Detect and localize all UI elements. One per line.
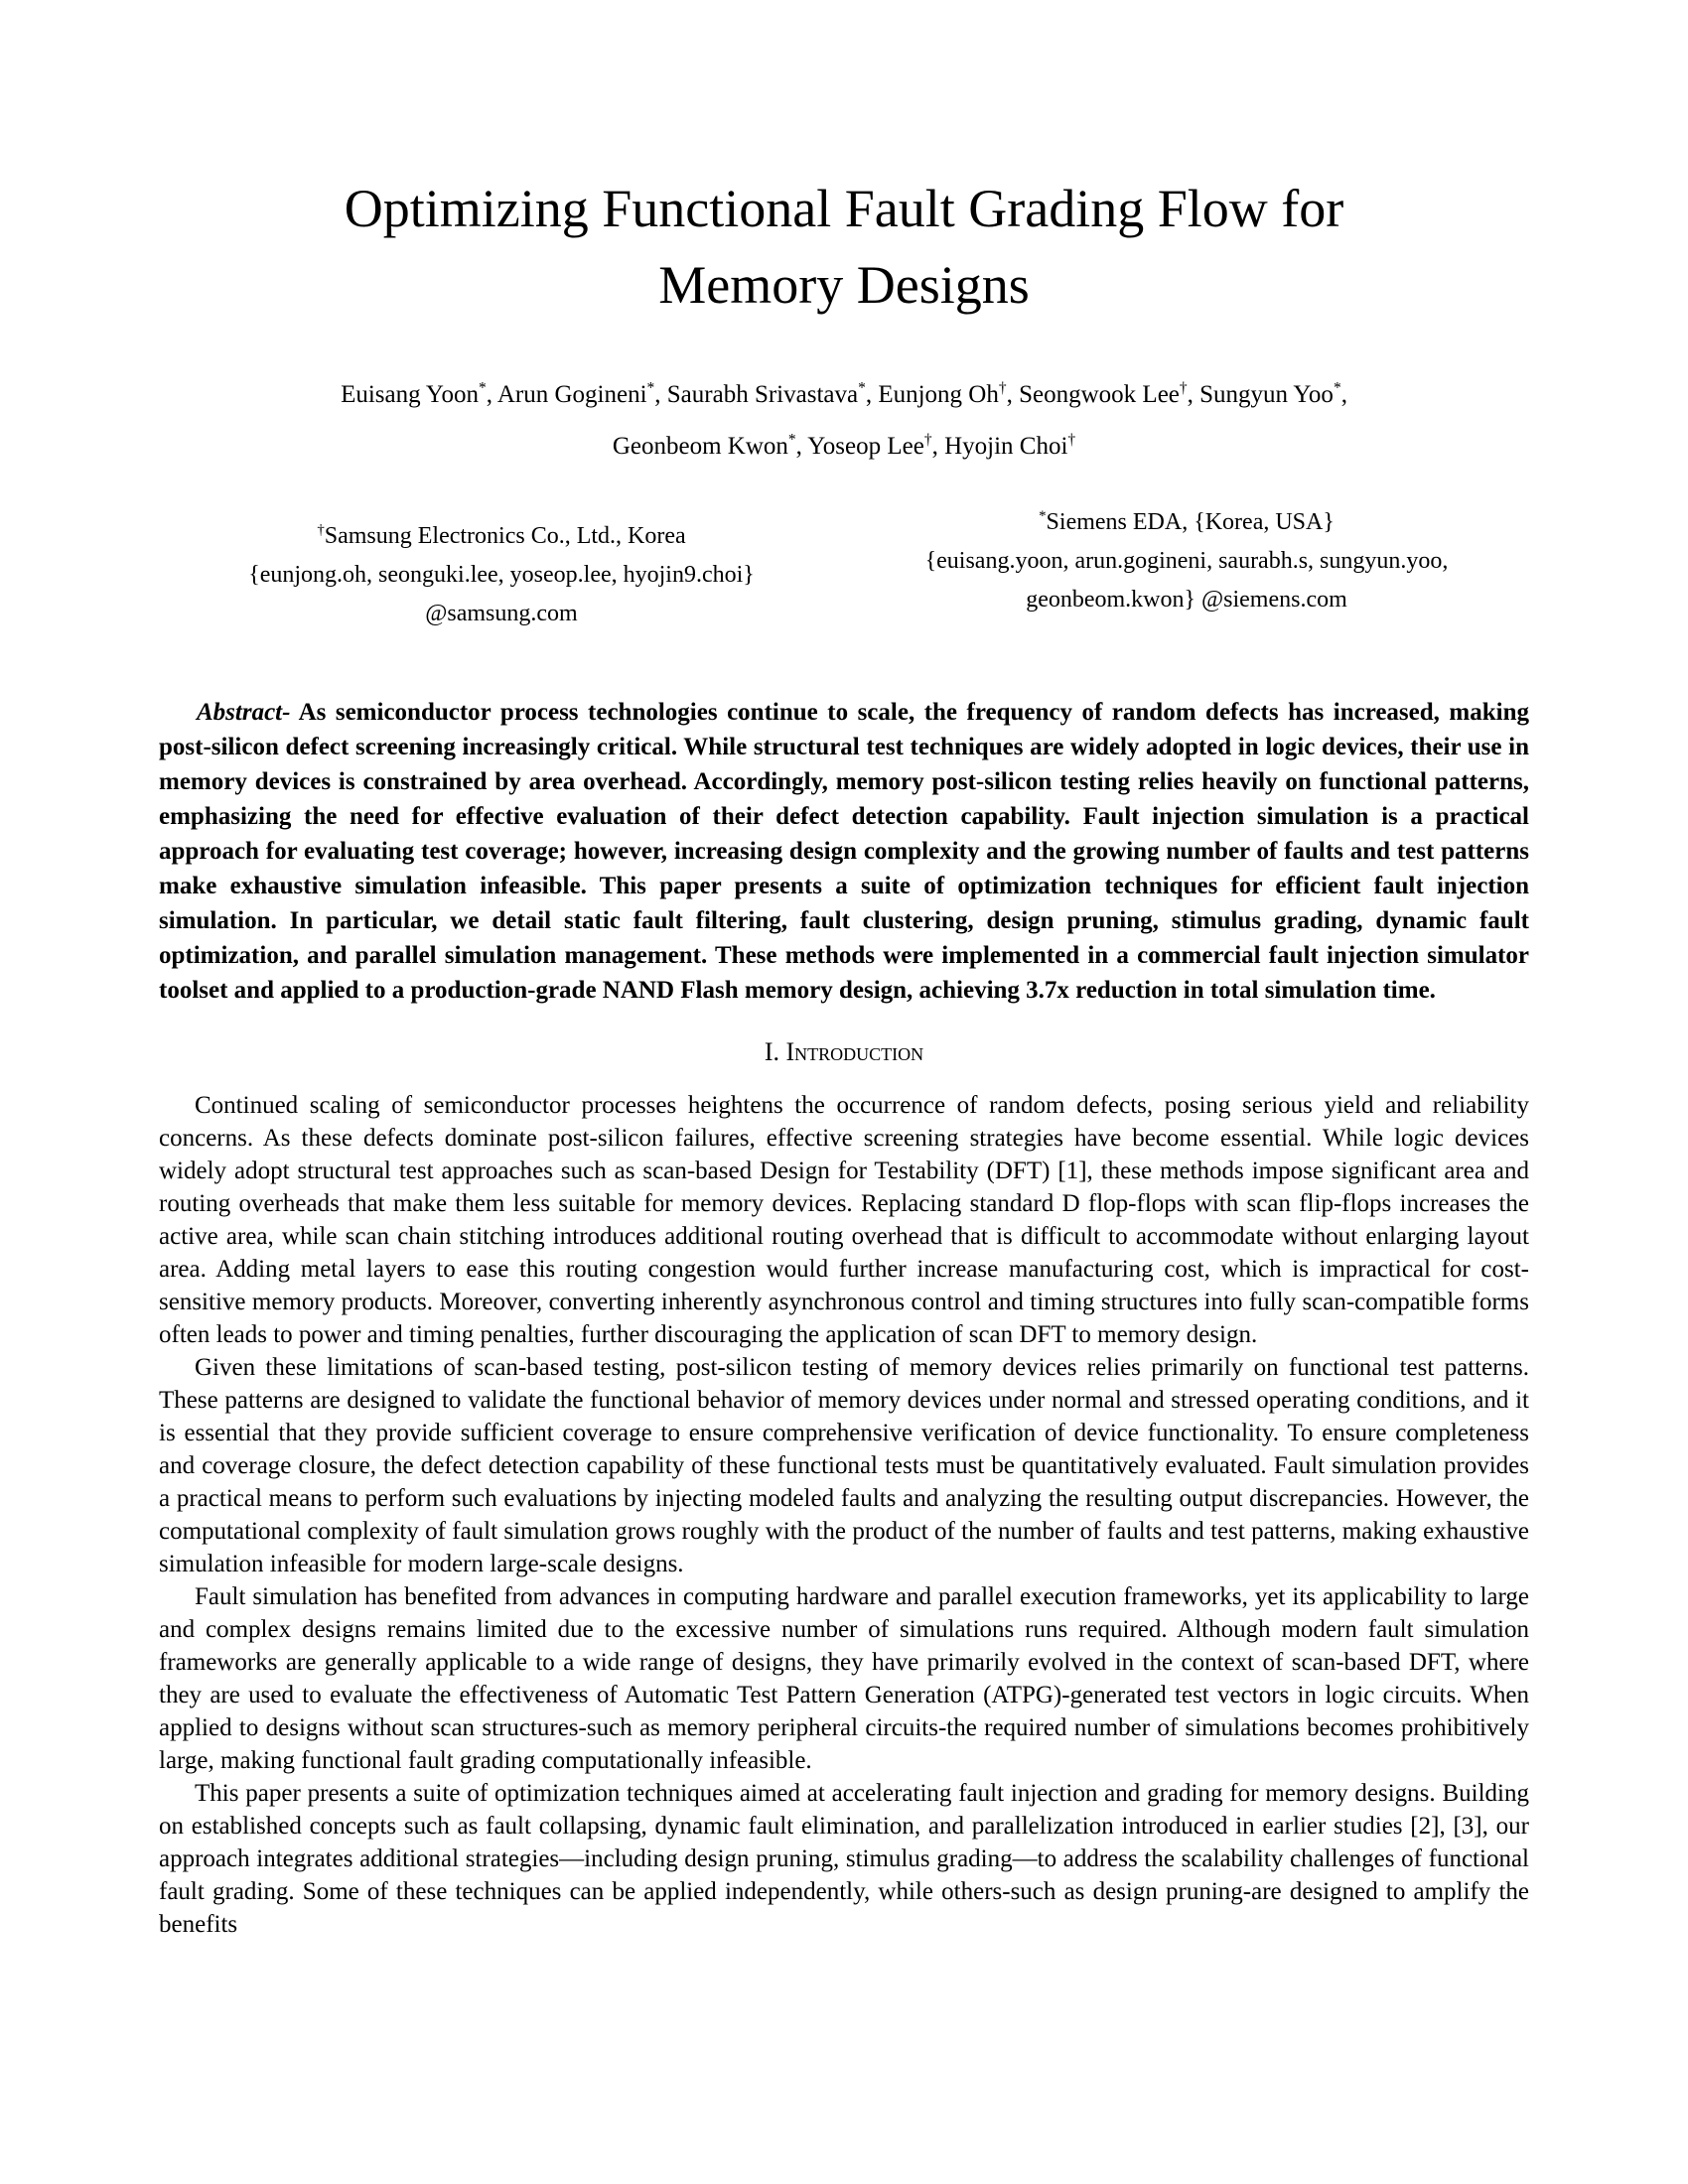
affiliation-mark: * — [1039, 508, 1047, 525]
author-separator: , — [931, 433, 945, 461]
author-affiliation-mark: * — [858, 380, 866, 398]
title-line-1: Optimizing Functional Fault Grading Flow for — [344, 179, 1344, 238]
intro-paragraph-1: Continued scaling of semiconductor processes heightens the occurrence of random defects, posing serious yield and reliability concerns. As these defects dominate post-silicon failures, effective screening strategies have become essential. While logic devices widely adopt structural test approaches such as scan-based Design for Testability (DFT) [1], these methods impose significant area and routing overheads that make them less suitable for memory devices. Replacing standard D flop-flops with scan flip-flops increases the active area, while scan chain stitching introduces additional routing overhead that is difficult to accommodate without enlarging layout area. Adding metal layers to ease this routing congestion would further increase manufacturing cost, which is impractical for cost-sensitive memory products. Moreover, converting inherently asynchronous control and timing structures into fully scan-compatible forms often leads to power and timing penalties, further discouraging the application of scan DFT to memory design. — [159, 1092, 1529, 1349]
affiliation-email-line: @samsung.com — [425, 601, 578, 627]
author — [497, 381, 667, 408]
author-separator: , — [1006, 381, 1020, 409]
affiliation-name-text: Samsung Electronics Co., Ltd., Korea — [324, 523, 686, 550]
affiliation-name-text: Siemens EDA, {Korea, USA} — [1046, 509, 1335, 536]
abstract — [159, 695, 1529, 1008]
affiliation-name — [159, 517, 844, 556]
affiliation-name — [844, 503, 1529, 542]
author-list — [159, 380, 1529, 462]
author — [667, 381, 879, 408]
author-name: Sungyun Yoo — [1199, 381, 1334, 409]
abstract-text: As semiconductor process technologies continue to scale, the frequency of random defects has increased, making post-silicon defect screening increasingly critical. While structural test techniques are widely adopted in logic devices, their use in memory devices is constrained by area overhead. Accordingly, memory post-silicon testing relies heavily on functional patterns, emphasizing the need for effective evaluation of their defect detection capability. Fault injection simulation is a practical approach for evaluating test coverage; however, increasing design complexity and the growing number of faults and test patterns make exhaustive simulation infeasible. This paper presents a suite of optimization techniques for efficient fault injection simulation. In particular, we detail static fault filtering, fault clustering, design pruning, stimulus grading, dynamic fault optimization, and parallel simulation management. These methods were implemented in a commercial fault injection simulator toolset and applied to a production-grade NAND Flash memory design, achieving 3.7x reduction in total simulation time. — [159, 699, 1529, 1005]
author-affiliation-mark: * — [646, 380, 655, 398]
author-name: Eunjong Oh — [878, 381, 999, 409]
author-separator: , — [1187, 381, 1200, 409]
author-affiliation-mark: * — [478, 380, 487, 398]
section-number: I. — [764, 1037, 779, 1067]
author-name: Geonbeom Kwon — [612, 433, 788, 461]
author-name: Yoseop Lee — [807, 433, 924, 461]
author-affiliation-mark: † — [923, 432, 932, 450]
author-separator: , — [795, 433, 808, 461]
author-separator: , — [1340, 381, 1347, 409]
author-name: Seongwook Lee — [1019, 381, 1180, 409]
author-name: Euisang Yoon — [341, 381, 479, 409]
affiliation-email-line: geonbeom.kwon} @siemens.com — [1026, 587, 1347, 614]
author-line-1 — [159, 380, 1529, 410]
affiliation-email-line: {euisang.yoon, arun.gogineni, saurabh.s, sungyun.yoo, — [924, 548, 1449, 575]
author-separator: , — [865, 381, 879, 409]
author-affiliation-mark: * — [1333, 380, 1341, 398]
affiliation-siemens — [844, 503, 1529, 633]
affiliation-email-line: {eunjong.oh, seonguki.lee, yoseop.lee, hyojin9.choi} — [248, 562, 755, 589]
author — [944, 433, 1075, 460]
section-title: Introduction — [785, 1037, 924, 1067]
author — [1019, 381, 1199, 408]
intro-paragraph-3: Fault simulation has benefited from advances in computing hardware and parallel execution frameworks, yet its applicability to large and complex designs remains limited due to the excessive number of simulations runs required. Although modern fault simulation frameworks are generally applicable to a wide range of designs, they have primarily evolved in the context of scan-based DFT, where they are used to evaluate the effectiveness of Automatic Test Pattern Generation (ATPG)-generated test vectors in logic circuits. When applied to designs without scan structures-such as memory peripheral circuits-the required number of simulations becomes prohibitively large, making functional fault grading computationally infeasible. — [159, 1583, 1529, 1775]
author — [613, 433, 807, 460]
author-name: Arun Gogineni — [496, 381, 647, 409]
author — [1199, 381, 1347, 408]
author-separator: , — [486, 381, 497, 409]
author — [878, 381, 1019, 408]
author-affiliation-mark: * — [787, 432, 796, 450]
author-separator: , — [654, 381, 667, 409]
author-affiliation-mark: † — [1067, 432, 1076, 450]
author — [807, 433, 944, 460]
title-line-2: Memory Designs — [658, 254, 1030, 315]
author — [341, 381, 497, 408]
intro-paragraph-2: Given these limitations of scan-based testing, post-silicon testing of memory devices relies primarily on functional test patterns. These patterns are designed to validate the functional behavior of memory devices under normal and stressed operating conditions, and it is essential that they provide sufficient coverage to ensure comprehensive verification of device functionality. To ensure completeness and coverage closure, the defect detection capability of these functional tests must be quantitatively evaluated. Fault simulation provides a practical means to perform such evaluations by injecting modeled faults and analyzing the resulting output discrepancies. However, the computational complexity of fault simulation grows roughly with the product of the number of faults and test patterns, making exhaustive simulation infeasible for modern large-scale designs. — [159, 1354, 1529, 1578]
affiliations — [159, 503, 1529, 633]
author-affiliation-mark: † — [1179, 380, 1188, 398]
author-name: Hyojin Choi — [944, 433, 1068, 461]
author-line-2 — [159, 432, 1529, 462]
intro-paragraph-4: This paper presents a suite of optimization techniques aimed at accelerating fault injection and grading for memory designs. Building on established concepts such as fault collapsing, dynamic fault elimination, and parallelization introduced in earlier studies [2], [3], our approach integrates additional strategies—including design pruning, stimulus grading—to address the scalability challenges of functional fault grading. Some of these techniques can be applied independently, while others-such as design pruning-are designed to amplify the benefits — [159, 1780, 1529, 1939]
author-affiliation-mark: † — [998, 380, 1007, 398]
affiliation-mark: † — [317, 522, 325, 539]
section-heading-introduction — [159, 1037, 1529, 1067]
author-name: Saurabh Srivastava — [666, 381, 859, 409]
paper-title — [159, 171, 1529, 323]
affiliation-samsung — [159, 503, 844, 633]
abstract-label: Abstract- — [197, 699, 291, 727]
